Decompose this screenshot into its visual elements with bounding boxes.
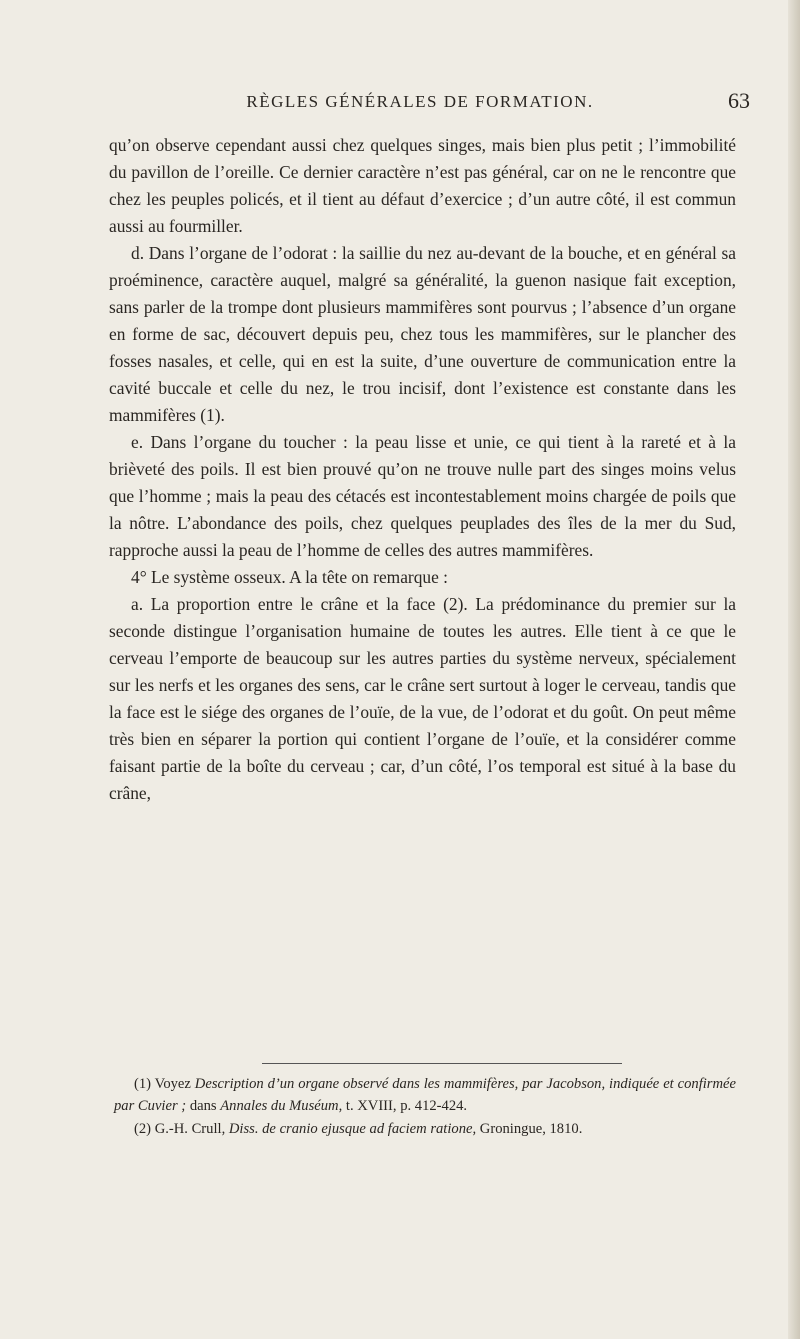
paragraph-continuation: qu’on observe cependant aussi chez quelques singes, mais bien plus petit ; l’immobilité du pavillon de l’oreille. Ce dernier caractère n’est pas général, car on ne le rencontre que chez les peuples policés, et il tient au défaut d’exercice ; d’un autre côté, il est commun aussi au fourmiller. (109, 135, 736, 236)
paragraph-crane-face: a. La proportion entre le crâne et la face (2). La prédominance du premier sur la seconde distingue l’organisation humaine de toutes les autres. Elle tient à ce que le cerveau l’emporte de beaucoup sur les autres parties du système nerveux, spécialement sur les nerfs et les organes des sens, car le crâne sert surtout à loger le cerveau, tandis que la face est le siége des organes de l’ouïe, de la vue, de l’odorat et du goût. On peut même très bien en séparer la portion qui contient l’organe de l’ouïe, et la considérer comme faisant partie de la boîte du cerveau ; car, d’un côté, l’os temporal est situé à la base du crâne, (109, 594, 736, 803)
page-header (110, 88, 750, 122)
paragraph-odorat: d. Dans l’organe de l’odorat : la saillie du nez au-devant de la bouche, et en général sa proéminence, caractère auquel, malgré sa généralité, la guenon nasique fait exception, sans parler de la trompe dont plusieurs mammifères sont pourvus ; l’absence d’un organe en forme de sac, découvert depuis peu, chez tous les mammifères, sur le plancher des fosses nasales, et celle, qui en est la suite, d’une ouverture de communication entre la cavité buccale et celle du nez, le trou incisif, dont l’existence est constante dans les mammifères (1). (109, 243, 736, 425)
footnote-1-mark: (1) (134, 1076, 152, 1092)
footnote-1-journal: Annales du Muséum (220, 1097, 339, 1114)
page-number: 63 (728, 88, 750, 113)
footnote-2 (114, 1119, 736, 1141)
footnote-2-mark: (2) (134, 1121, 152, 1137)
paragraph-systeme-osseux: 4° Le système osseux. A la tête on remarque : (131, 567, 449, 587)
footnotes (114, 1074, 736, 1143)
footnote-2-tail: Groningue, 1810. (479, 1121, 583, 1137)
footnote-divider (262, 1063, 622, 1064)
footnote-1-tail: , t. XVIII, p. 412-424. (338, 1097, 468, 1114)
footnote-1-lead: Voyez (154, 1076, 191, 1092)
footnote-1-mid: dans (189, 1097, 217, 1114)
body-text (109, 132, 736, 807)
footnote-1-title: Description d’un organe observé dans les mammifères, par Jacobson, indiquée et confirmée par Cuvier ; (114, 1076, 736, 1114)
paragraph-toucher: e. Dans l’organe du toucher : la peau lisse et unie, ce qui tient à la rareté et à la brièveté des poils. Il est bien prouvé qu’on ne trouve nulle part des singes moins velus que l’homme ; mais la peau des cétacés est incontestablement moins chargée de poils que la nôtre. L’abondance des poils, chez quelques peuplades des îles de la mer du Sud, rapproche aussi la peau de l’homme de celles des autres mammifères. (109, 432, 736, 560)
running-title: RÈGLES GÉNÉRALES DE FORMATION. (246, 92, 594, 111)
footnote-1 (114, 1074, 736, 1117)
footnote-2-lead: G.-H. Crull, (154, 1121, 226, 1137)
page-binding-edge (788, 0, 800, 1339)
footnote-2-title: Diss. de cranio ejusque ad faciem ratione, (228, 1121, 477, 1137)
